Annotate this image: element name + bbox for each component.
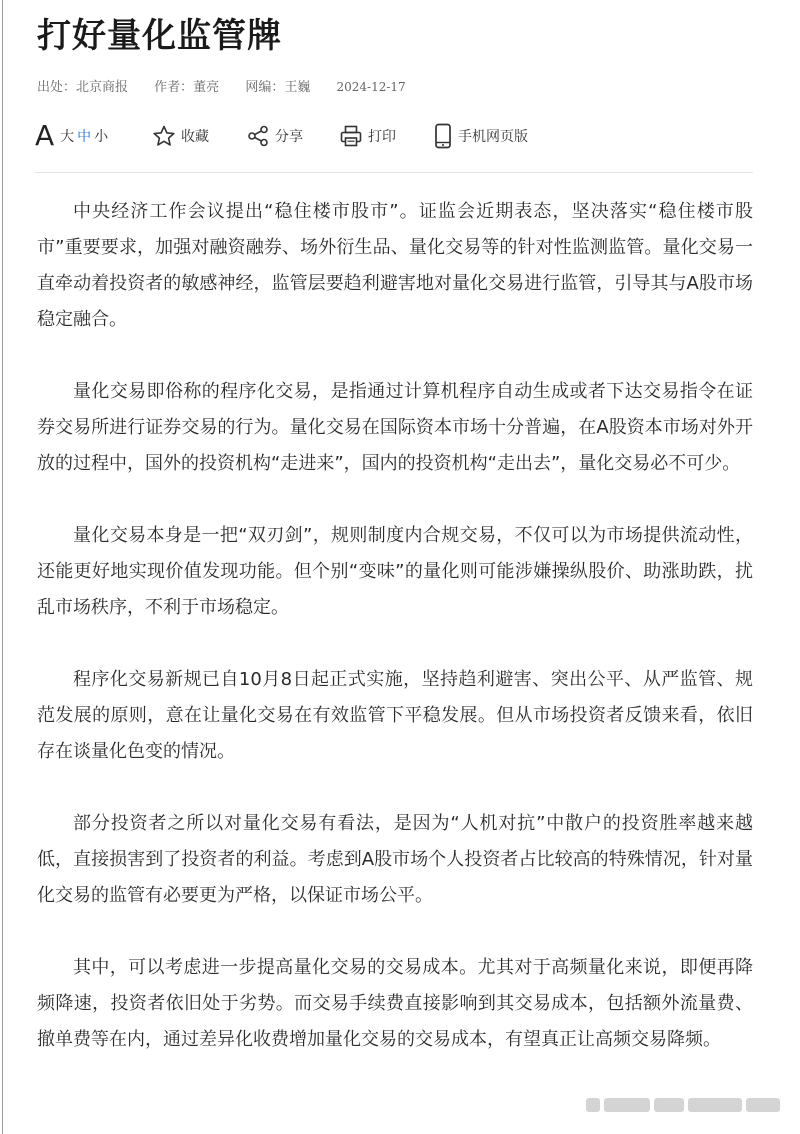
watermark-block (746, 1098, 780, 1112)
paragraph: 量化交易即俗称的程序化交易，是指通过计算机程序自动生成或者下达交易指令在证券交易所进行证券交易的行为。量化交易在国际资本市场十分普遍，在A股资本市场对外开放的过程中，国外的投资机构“走进来”，国内的投资机构“走出去”，量化交易必不可少。 (37, 381, 753, 474)
article-title: 打好量化监管牌 (37, 16, 282, 56)
share-label: 分享 (275, 129, 303, 145)
mobile-version-button[interactable] (433, 119, 528, 153)
article-toolbar (35, 119, 755, 153)
font-small-option[interactable]: 小 (94, 129, 109, 145)
meta-date: 2024-12-17 (336, 80, 406, 94)
paragraph: 量化交易本身是一把“双刃剑”，规则制度内合规交易，不仅可以为市场提供流动性，还能更好地实现价值发现功能。但个别“变味”的量化则可能涉嫌操纵股价、助涨助跌，扰乱市场秩序，不利于市场稳定。 (37, 525, 753, 618)
meta-author: 作者：董亮 (154, 80, 220, 95)
article-body (37, 194, 753, 1094)
print-label: 打印 (368, 129, 396, 145)
paragraph: 部分投资者之所以对量化交易有看法，是因为“人机对抗”中散户的投资胜率越来越低，直接损害到了投资者的利益。考虑到A股市场个人投资者占比较高的特殊情况，针对量化交易的监管有必要更为严格，以保证市场公平。 (37, 813, 753, 906)
mobile-phone-icon (433, 123, 453, 149)
paragraph: 中央经济工作会议提出“稳住楼市股市”。证监会近期表态，坚决落实“稳住楼市股市”重要要求，加强对融资融券、场外衍生品、量化交易等的针对性监测监管。量化交易一直牵动着投资者的敏感神经，监管层要趋利避害地对量化交易进行监管，引导其与A股市场稳定融合。 (37, 201, 753, 330)
watermark-block (604, 1098, 650, 1112)
font-medium-option[interactable]: 中 (77, 129, 92, 145)
font-size-control (35, 119, 111, 153)
font-size-icon: A (35, 119, 55, 152)
printer-icon (339, 124, 363, 148)
paragraph: 其中，可以考虑进一步提高量化交易的交易成本。尤其对于高频量化来说，即便再降频降速，投资者依旧处于劣势。而交易手续费直接影响到其交易成本，包括额外流量费、撤单费等在内，通过差异化收费增加量化交易的交易成本，有望真正让高频交易降频。 (37, 957, 753, 1050)
print-button[interactable] (339, 119, 396, 153)
watermark-logo-icon (586, 1098, 600, 1112)
collect-label: 收藏 (181, 129, 209, 145)
article-meta (37, 77, 428, 98)
meta-editor: 网编：王巍 (245, 80, 311, 95)
font-large-option[interactable]: 大 (60, 129, 75, 145)
meta-source: 出处：北京商报 (37, 80, 129, 95)
paragraph: 程序化交易新规已自10月8日起正式实施，坚持趋利避害、突出公平、从严监管、规范发展的原则，意在让量化交易在有效监管下平稳发展。但从市场投资者反馈来看，依旧存在谈量化色变的情况。 (37, 669, 753, 762)
share-icon (246, 124, 270, 148)
mobile-version-label: 手机网页版 (458, 129, 528, 145)
star-icon (152, 124, 176, 148)
watermark-block (654, 1098, 684, 1112)
blurred-watermark (586, 1090, 782, 1120)
collect-button[interactable] (152, 119, 209, 153)
page-edge-line (2, 0, 3, 1134)
header-divider (35, 172, 753, 173)
share-button[interactable] (246, 119, 303, 153)
watermark-block (688, 1098, 742, 1112)
